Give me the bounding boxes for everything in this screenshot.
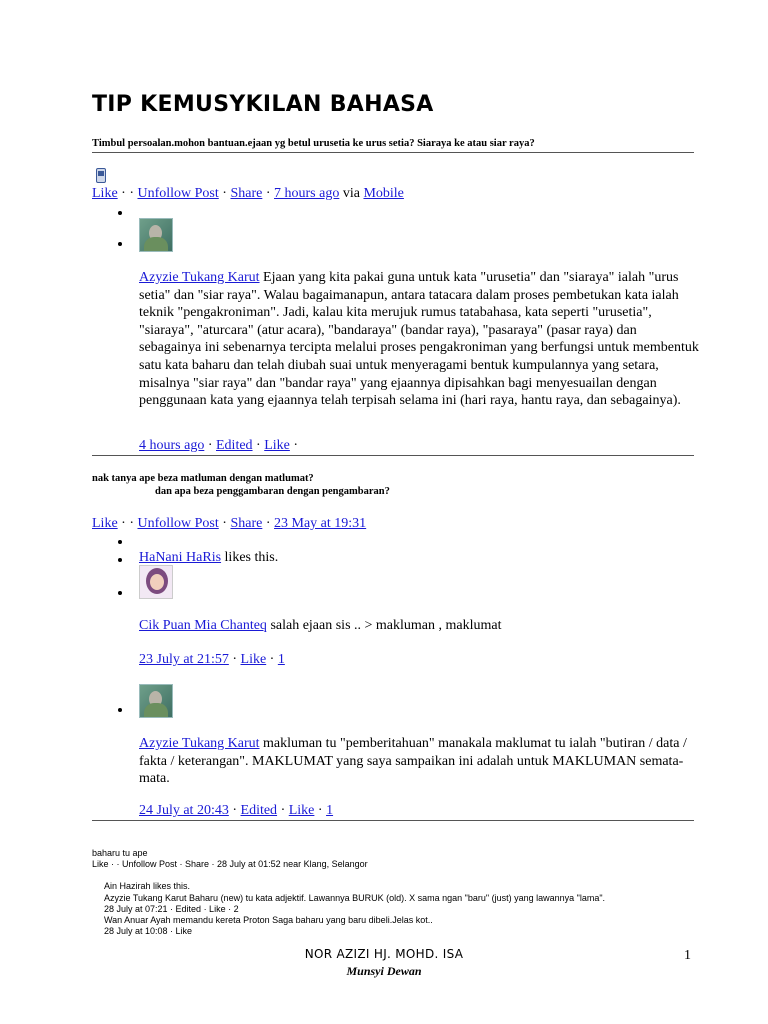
comment-body: Cik Puan Mia Chanteq salah ejaan sis .. > makluman , maklumat — [139, 618, 502, 633]
comment-body: Wan Anuar Ayah memandu kereta Proton Saga baharu yang baru dibeli.Jelas kot.. — [104, 915, 433, 925]
comment-actions: 28 July at 10:08 · Like — [104, 926, 193, 936]
list-bullet — [118, 558, 122, 562]
mobile-phone-icon — [96, 168, 106, 183]
edited-link[interactable]: Edited — [240, 803, 278, 818]
unfollow-post-link[interactable]: Unfollow Post — [137, 186, 219, 201]
comment-author-link[interactable]: Azyzie Tukang Karut — [139, 270, 260, 285]
likes-line: HaNani HaRis likes this. — [139, 550, 279, 565]
divider — [92, 455, 694, 456]
page-title: TIP KEMUSYKILAN BAHASA — [92, 92, 434, 117]
post-timestamp-link[interactable]: 7 hours ago — [274, 186, 340, 201]
comment-body: Azyzie Tukang Karut Baharu (new) tu kata adjektif. Lawannya BURUK (old). X sama ngan "baru" (just) yang lawannya "lama". — [104, 893, 606, 903]
post-question: baharu tu ape — [92, 848, 148, 858]
comment-actions: 24 July at 20:43 · Edited · Like · 1 — [139, 803, 334, 818]
post-actions: Like · · Unfollow Post · Share · 23 May at 19:31 — [92, 516, 367, 531]
avatar[interactable] — [139, 565, 173, 599]
list-bullet — [118, 591, 122, 595]
post-actions: Like · · Unfollow Post · Share · 28 July at 01:52 near Klang, Selangor — [92, 859, 368, 869]
mobile-link[interactable]: Mobile — [363, 186, 404, 201]
divider — [92, 820, 694, 821]
comment-time-link[interactable]: 4 hours ago — [139, 438, 205, 453]
like-count-link[interactable]: 1 — [326, 803, 334, 818]
comment-body: Azyzie Tukang Karut makluman tu "pemberitahuan" manakala maklumat tu ialah "butiran / data / fakta / keterangan". MAKLUMAT yang saya sampaikan ini adalah untuk MAKLUMAN semata-mata. — [139, 736, 687, 787]
list-bullet — [118, 708, 122, 712]
comment-time-link[interactable]: 24 July at 20:43 — [139, 803, 229, 818]
post-question: nak tanya ape beza matluman dengan matlumat? — [92, 473, 314, 484]
post-actions: Like · · Unfollow Post · Share · 7 hours ago via Mobile — [92, 186, 404, 201]
comment-actions: 23 July at 21:57 · Like · 1 — [139, 652, 285, 667]
share-link[interactable]: Share — [230, 186, 263, 201]
footer-author: NOR AZIZI HJ. MOHD. ISA — [304, 947, 464, 961]
comment-author-link[interactable]: Azyzie Tukang Karut — [139, 736, 260, 751]
liker-name-link[interactable]: HaNani HaRis — [139, 550, 222, 565]
like-count-link[interactable]: 1 — [277, 652, 285, 667]
comment-actions: 28 July at 07:21 · Edited · Like · 2 — [104, 904, 239, 914]
list-bullet — [118, 242, 122, 246]
comment-body: Azyzie Tukang Karut Ejaan yang kita pakai guna untuk kata "urusetia" dan "siaraya" ialah "urus setia" dan "siar raya". Walau bagaimanapun, antara tatacara dalam proses pembetukan kata ialah teknik "pengakroniman". Jadi, kalau kita merujuk rumus tatabahasa, kata seperti "urusetia", "siaraya", "aturcara" (atur acara), "bandaraya" (bandar raya), "pasaraya" (pasar raya) dan sebagainya ini sebenarnya tercipta melalui proses pengakroniman yang berfungsi untuk membentuk satu kata baharu dan telah diubah suai untuk menyeragami bentuk kumpulannya yang setara, misalnya "siar raya" dan "bandar raya" yang ejaannya dipisahkan bagi menyesuailan dengan penggunaan kata yang ejaannya telah terpisah selama ini (hari raya, hantu raya, dan sebagainya). — [139, 270, 699, 409]
comment-author-link[interactable]: Cik Puan Mia Chanteq — [139, 618, 267, 633]
post-timestamp-link[interactable]: 23 May at 19:31 — [274, 516, 367, 531]
comment-actions: 4 hours ago · Edited · Like · — [139, 438, 299, 453]
like-link[interactable]: Like — [92, 186, 118, 201]
divider — [92, 152, 694, 153]
likes-line: Ain Hazirah likes this. — [104, 881, 191, 891]
like-link[interactable]: Like — [264, 438, 290, 453]
list-bullet — [118, 211, 122, 215]
footer-role: Munsyi Dewan — [346, 964, 422, 978]
post-question-line2: dan apa beza penggambaran dengan pengambaran? — [155, 486, 390, 497]
page-number: 1 — [684, 948, 691, 963]
post-question: Timbul persoalan.mohon bantuan.ejaan yg betul urusetia ke urus setia? Siaraya ke atau siar raya? — [92, 138, 535, 149]
like-link[interactable]: Like — [92, 516, 118, 531]
edited-link[interactable]: Edited — [216, 438, 253, 453]
share-link[interactable]: Share — [230, 516, 263, 531]
avatar[interactable] — [139, 218, 173, 252]
list-bullet — [118, 540, 122, 544]
unfollow-post-link[interactable]: Unfollow Post — [137, 516, 219, 531]
like-link[interactable]: Like — [288, 803, 315, 818]
avatar[interactable] — [139, 684, 173, 718]
comment-time-link[interactable]: 23 July at 21:57 — [139, 652, 229, 667]
like-link[interactable]: Like — [240, 652, 267, 667]
